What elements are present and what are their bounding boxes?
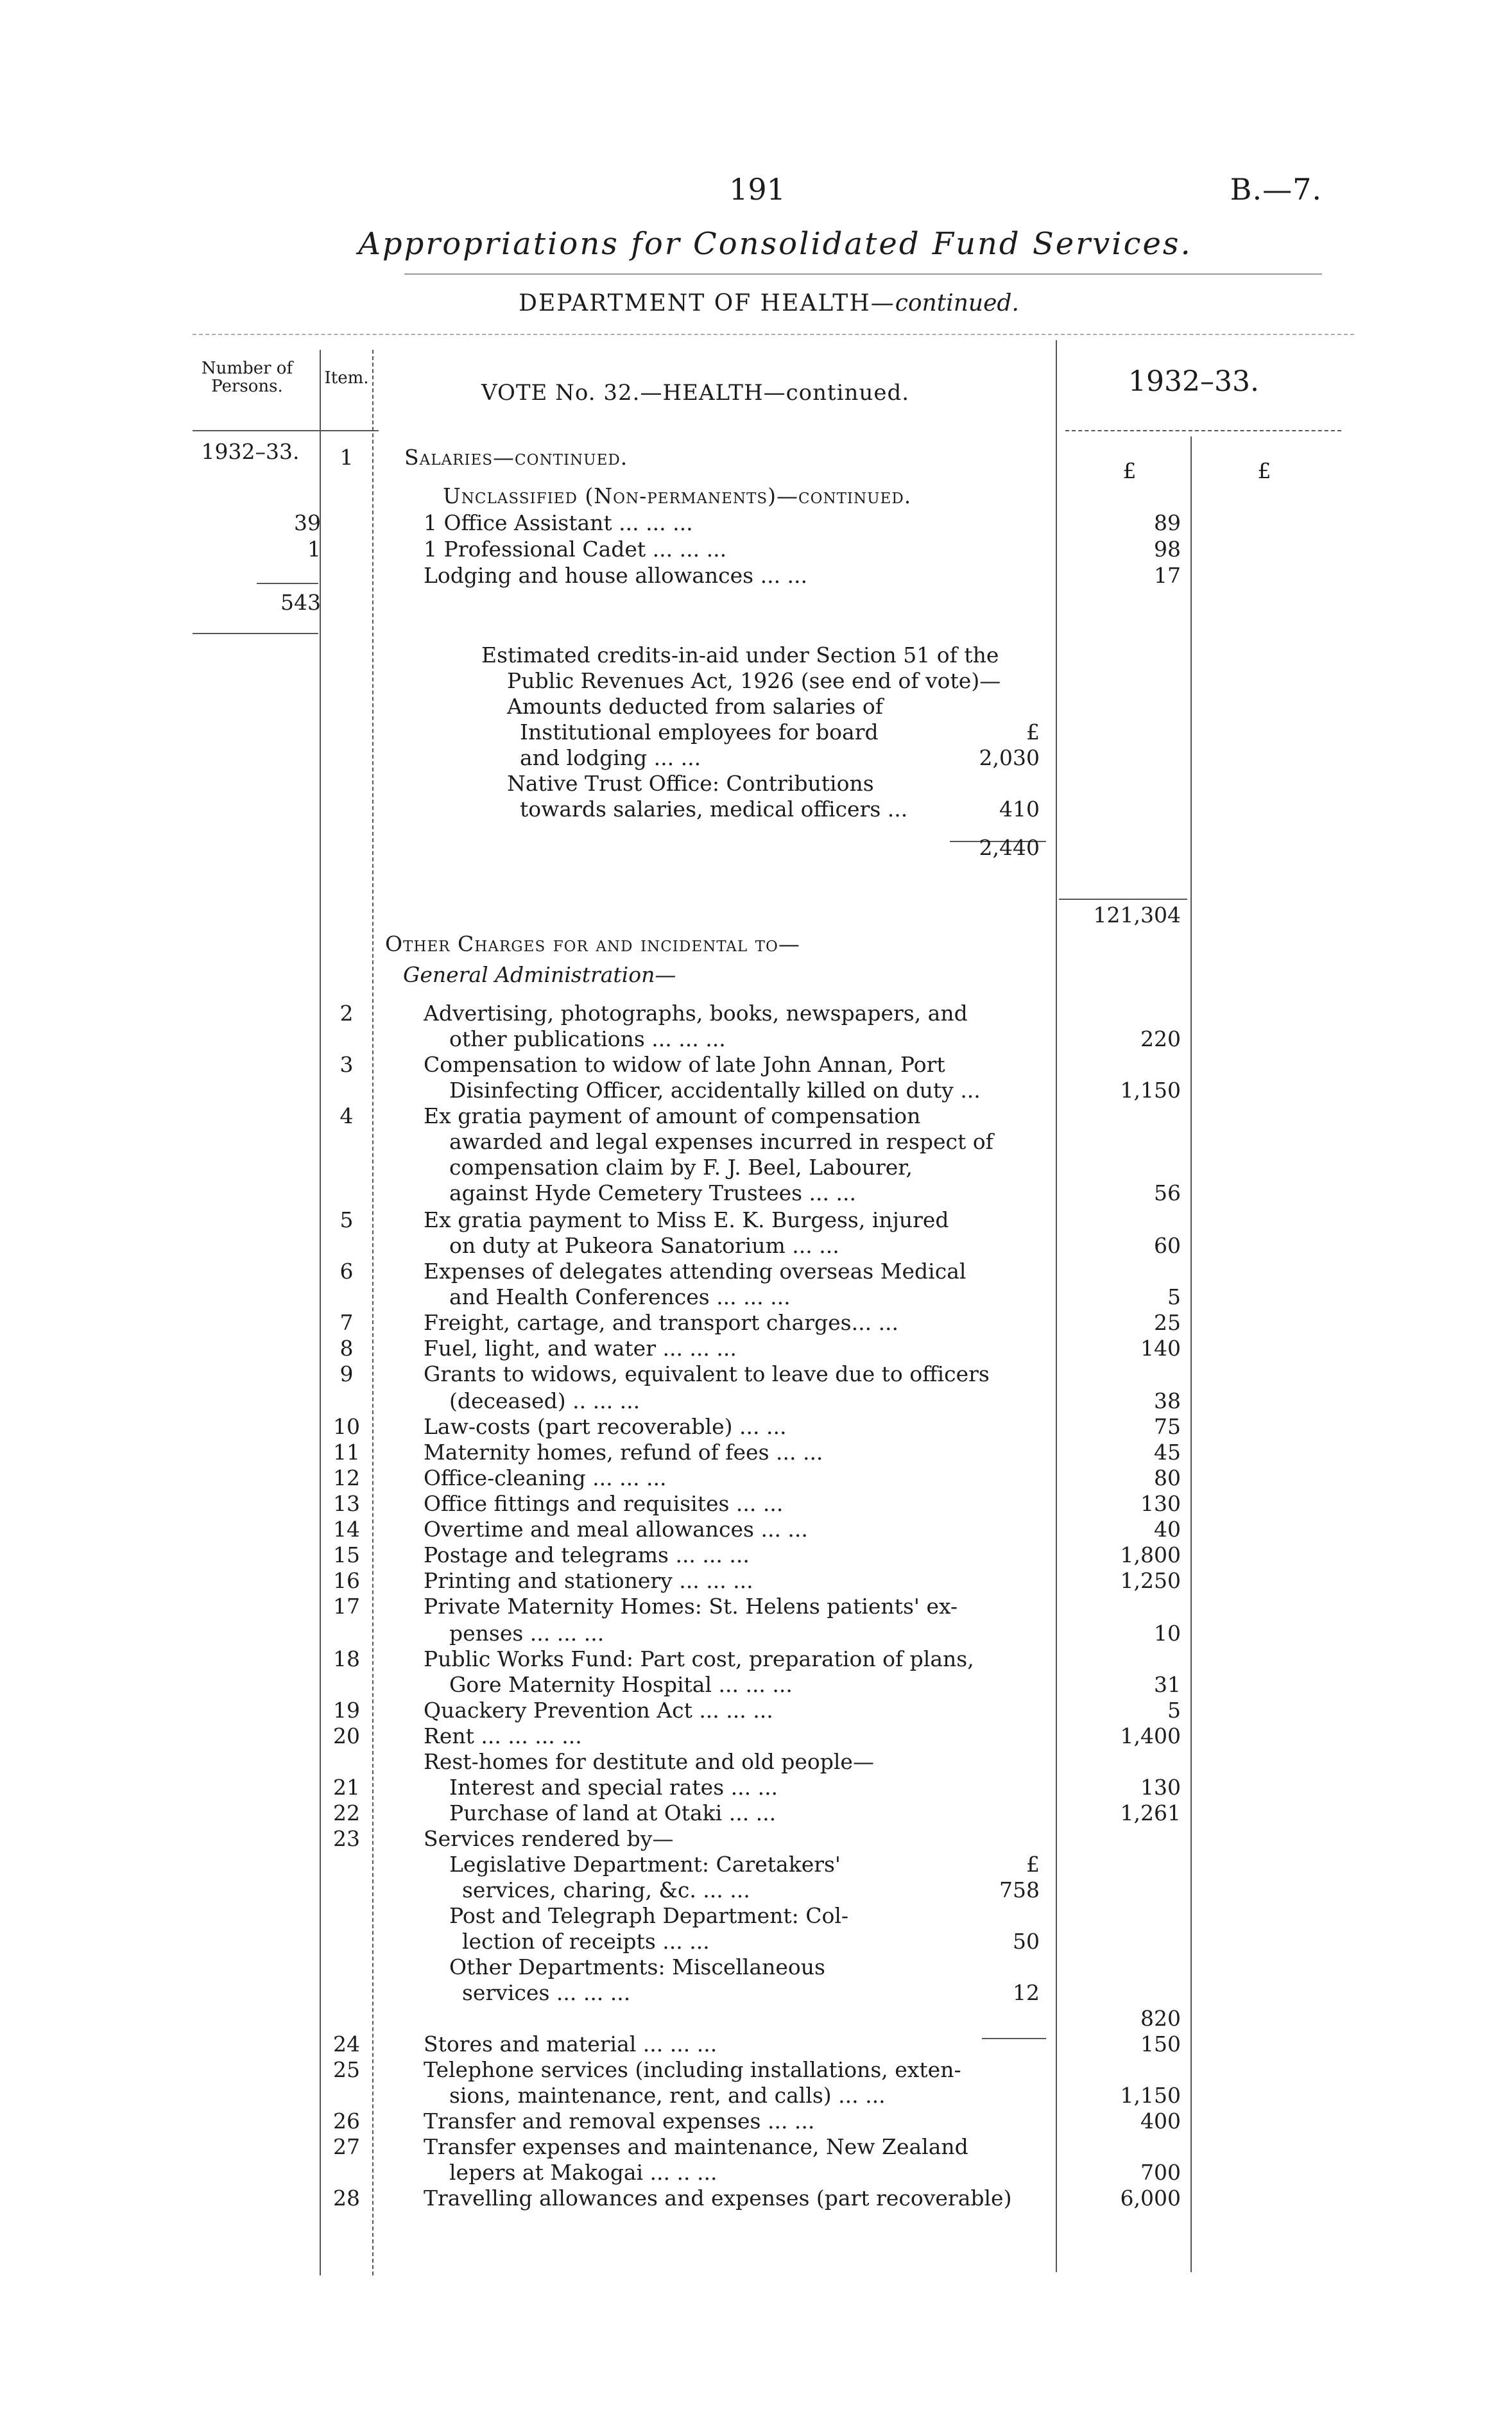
item-description: lepers at Makogai ... .. ... (449, 2160, 717, 2185)
item-description: Post and Telegraph Department: Col- (449, 1903, 849, 1928)
table-row (0, 1646, 1512, 1672)
amount: 38 (1154, 1388, 1181, 1413)
amount: 60 (1154, 1233, 1181, 1258)
table-row (0, 1748, 1512, 1775)
amount: 56 (1154, 1180, 1181, 1205)
item-description: awarded and legal expenses incurred in respect of (449, 1129, 993, 1154)
rule-amount-total (1059, 899, 1187, 900)
table-row (0, 1413, 1512, 1440)
item-number: 18 (333, 1646, 360, 1671)
table-row (0, 1388, 1512, 1414)
amount: 98 (1154, 537, 1181, 562)
table-row (0, 1928, 1512, 1954)
item-description: Advertising, photographs, books, newspapers, and (424, 1001, 968, 1026)
amount: 1,150 (1120, 2083, 1181, 2108)
item-number: 21 (333, 1775, 360, 1800)
table-row (0, 796, 1512, 822)
amount: 1,261 (1120, 1800, 1181, 1825)
item-description: compensation claim by F. J. Beel, Labourer, (449, 1155, 913, 1180)
table-row (0, 1361, 1512, 1387)
item-number: 22 (333, 1800, 360, 1825)
amount: 75 (1154, 1414, 1181, 1439)
item-description: services ... ... ... (462, 1980, 631, 2005)
table-row (0, 745, 1512, 771)
credit-amount: 2,030 (979, 745, 1040, 770)
item-description: Ex gratia payment to Miss E. K. Burgess, injured (424, 1207, 949, 1232)
item-description: Printing and stationery ... ... ... (424, 1568, 753, 1593)
department-name: DEPARTMENT OF HEALTH— (519, 290, 895, 316)
credit-amount: 2,440 (979, 835, 1040, 860)
table-row (0, 834, 1512, 861)
item-number: 23 (333, 1826, 360, 1851)
amount: 700 (1140, 2160, 1181, 2185)
column-head-year: 1932–33. (1128, 365, 1259, 398)
column-head-item: Item. (324, 368, 369, 388)
amount: 820 (1140, 2006, 1181, 2031)
item-number: 3 (339, 1052, 354, 1077)
page-number: 191 (729, 172, 786, 207)
table-row (0, 2057, 1512, 2083)
item-description: Estimated credits-in-aid under Section 51 of the (481, 642, 999, 668)
item-description: Rent ... ... ... ... (424, 1723, 582, 1748)
item-description: Rest-homes for destitute and old people— (424, 1749, 874, 1774)
item-description: Other Charges for and incidental to— (385, 931, 800, 956)
table-row (0, 483, 1512, 509)
table-row (0, 439, 1512, 470)
table-row (0, 1258, 1512, 1284)
department-continued: continued. (895, 290, 1019, 316)
amount: 130 (1140, 1775, 1181, 1800)
table-row (0, 1439, 1512, 1465)
item-description: Gore Maternity Hospital ... ... ... (449, 1672, 793, 1697)
table-row (0, 1128, 1512, 1155)
table-row (0, 2031, 1512, 2057)
table-row (0, 2005, 1512, 2031)
credit-amount: £ (1026, 1852, 1040, 1877)
item-description: Unclassified (Non-permanents)—continued. (443, 483, 912, 508)
item-number: 1 (339, 445, 354, 470)
amount: 89 (1154, 510, 1181, 535)
table-row (0, 1954, 1512, 1980)
item-description: Maternity homes, refund of fees ... ... (424, 1440, 823, 1465)
table-row (0, 1232, 1512, 1259)
amount: 80 (1154, 1465, 1181, 1490)
rule-header-year (1065, 430, 1341, 431)
item-description: Interest and special rates ... ... (449, 1775, 778, 1800)
amount: 1,400 (1120, 1723, 1181, 1748)
item-description: Office fittings and requisites ... ... (424, 1491, 784, 1516)
item-description: Public Works Fund: Part cost, preparation of plans, (424, 1646, 974, 1671)
table-row (0, 1309, 1512, 1336)
item-description: Quackery Prevention Act ... ... ... (424, 1698, 773, 1723)
table-row (0, 770, 1512, 797)
item-description: against Hyde Cemetery Trustees ... ... (449, 1180, 856, 1205)
item-description: Purchase of land at Otaki ... ... (449, 1800, 777, 1825)
table-row (0, 1000, 1512, 1026)
table-row (0, 1671, 1512, 1698)
item-description: Law-costs (part recoverable) ... ... (424, 1414, 787, 1439)
item-description: Lodging and house allowances ... ... (424, 563, 808, 588)
table-row (0, 1723, 1512, 1749)
credit-amount: 50 (1013, 1929, 1040, 1954)
item-number: 25 (333, 2057, 360, 2082)
item-number: 5 (339, 1207, 354, 1232)
item-description: 1 Professional Cadet ... ... ... (424, 537, 727, 562)
table-row (0, 1335, 1512, 1361)
title-rule (404, 273, 1322, 275)
amount: 17 (1154, 563, 1181, 588)
pound-sign-1: £ (1122, 458, 1137, 483)
table-row (0, 1902, 1512, 1929)
table-row (0, 1026, 1512, 1052)
credit-amount: 758 (999, 1877, 1040, 1902)
table-row (0, 1284, 1512, 1310)
amount: 1,800 (1120, 1542, 1181, 1567)
table-row (0, 902, 1512, 928)
table-row (0, 1774, 1512, 1800)
item-number: 27 (333, 2134, 360, 2159)
table-row (0, 719, 1512, 745)
item-description: Fuel, light, and water ... ... ... (424, 1336, 737, 1361)
table-row (0, 1593, 1512, 1619)
amount: 10 (1154, 1621, 1181, 1646)
table-row (0, 589, 1512, 616)
table-row (0, 510, 1512, 536)
amount: 220 (1140, 1026, 1181, 1051)
rule-persons-end (193, 633, 318, 634)
persons-count: 1 (307, 537, 321, 562)
item-description: Expenses of delegates attending overseas Medical (424, 1259, 966, 1284)
item-number: 19 (333, 1698, 360, 1723)
item-description: lection of receipts ... ... (462, 1929, 710, 1954)
item-description: Disinfecting Officer, accidentally killed on duty ... (449, 1078, 981, 1103)
amount: 150 (1140, 2031, 1181, 2057)
item-description: Postage and telegrams ... ... ... (424, 1542, 750, 1567)
item-number: 13 (333, 1491, 360, 1516)
table-row (0, 1825, 1512, 1852)
item-description: Telephone services (including installations, exten- (424, 2057, 961, 2082)
table-row (0, 1697, 1512, 1723)
table-row (0, 1154, 1512, 1180)
credit-amount: £ (1026, 720, 1040, 745)
table-row (0, 1465, 1512, 1491)
table-row (0, 2108, 1512, 2134)
table-row (0, 668, 1512, 694)
item-number: 2 (339, 1001, 354, 1026)
item-number: 14 (333, 1517, 360, 1542)
credit-amount: 12 (1013, 1980, 1040, 2005)
item-description: Native Trust Office: Contributions (507, 771, 874, 796)
item-number: 24 (333, 2031, 360, 2057)
amount: 1,250 (1120, 1568, 1181, 1593)
table-row (0, 1207, 1512, 1233)
amount: 25 (1154, 1310, 1181, 1335)
page-title: Appropriations for Consolidated Fund Services. (358, 226, 1192, 262)
table-row (0, 1877, 1512, 1903)
item-description: (deceased) .. ... ... (449, 1388, 640, 1413)
item-description: Stores and material ... ... ... (424, 2031, 717, 2057)
table-row (0, 2082, 1512, 2109)
item-description: Grants to widows, equivalent to leave due to officers (424, 1361, 990, 1386)
table-row (0, 1800, 1512, 1826)
item-number: 8 (339, 1336, 354, 1361)
item-description: services, charing, &c. ... ... (462, 1877, 750, 1902)
table-row (0, 931, 1512, 957)
item-description: Compensation to widow of late John Annan, Port (424, 1052, 945, 1077)
amount: 31 (1154, 1672, 1181, 1697)
amount: 140 (1140, 1336, 1181, 1361)
item-number: 11 (333, 1440, 360, 1465)
item-description: and lodging ... ... (520, 745, 701, 770)
item-number: 6 (339, 1259, 354, 1284)
item-number: 10 (333, 1414, 360, 1439)
credit-amount: 410 (999, 797, 1040, 822)
table-row (0, 1077, 1512, 1103)
item-description: Legislative Department: Caretakers' (449, 1852, 841, 1877)
table-row (0, 1567, 1512, 1594)
table-row (0, 1516, 1512, 1542)
item-number: 16 (333, 1568, 360, 1593)
amount: 5 (1167, 1698, 1181, 1723)
table-row (0, 693, 1512, 720)
table-row (0, 2134, 1512, 2160)
department-heading (0, 290, 1512, 316)
table-row (0, 2185, 1512, 2211)
table-row (0, 1180, 1512, 1206)
item-description: Institutional employees for board (520, 720, 879, 745)
item-description: Private Maternity Homes: St. Helens patients' ex- (424, 1594, 958, 1619)
amount: 6,000 (1120, 2186, 1181, 2211)
table-row (0, 1542, 1512, 1568)
column-head-vote: VOTE No. 32.—HEALTH—continued. (481, 380, 910, 406)
persons-count: 543 (280, 590, 321, 615)
item-description: sions, maintenance, rent, and calls) ... ... (449, 2083, 886, 2108)
item-number: 28 (333, 2186, 360, 2211)
item-description: Public Revenues Act, 1926 (see end of vote)— (507, 668, 1001, 693)
table-row (0, 1051, 1512, 1078)
header-rule (193, 334, 1354, 335)
item-description: and Health Conferences ... ... ... (449, 1284, 791, 1309)
item-description: Amounts deducted from salaries of (507, 694, 883, 719)
item-description: Freight, cartage, and transport charges... ... (424, 1310, 899, 1335)
item-number: 9 (339, 1361, 354, 1386)
table-row (0, 1620, 1512, 1646)
table-row (0, 1103, 1512, 1129)
item-number: 4 (339, 1103, 354, 1128)
table-row (0, 562, 1512, 589)
item-number: 12 (333, 1465, 360, 1490)
amount: 5 (1167, 1284, 1181, 1309)
item-description: Other Departments: Miscellaneous (449, 1954, 825, 1979)
item-description: towards salaries, medical officers ... (520, 797, 908, 822)
item-description: 1 Office Assistant ... ... ... (424, 510, 693, 535)
item-description: Office-cleaning ... ... ... (424, 1465, 667, 1490)
table-row (0, 642, 1512, 668)
rule-header-bottom (193, 430, 379, 431)
table-row (0, 962, 1512, 988)
year-label-persons: 1932–33. (201, 439, 300, 464)
table-row (0, 2159, 1512, 2186)
amount: 1,150 (1120, 1078, 1181, 1103)
table-row (0, 536, 1512, 562)
item-description: Ex gratia payment of amount of compensation (424, 1103, 921, 1128)
item-number: 15 (333, 1542, 360, 1567)
column-head-persons: Number of Persons. (201, 359, 293, 396)
item-number: 26 (333, 2109, 360, 2134)
persons-count: 39 (294, 510, 321, 535)
amount: 121,304 (1093, 902, 1181, 927)
table-row (0, 1490, 1512, 1517)
item-description: General Administration— (403, 962, 676, 987)
item-number: 20 (333, 1723, 360, 1748)
item-description: Salaries—continued. (404, 445, 628, 470)
amount: 130 (1140, 1491, 1181, 1516)
table-row (0, 1851, 1512, 1877)
amount: 40 (1154, 1517, 1181, 1542)
item-description: Services rendered by— (424, 1826, 674, 1851)
amount: 400 (1140, 2109, 1181, 2134)
table-row (0, 1979, 1512, 2006)
item-description: penses ... ... ... (449, 1621, 605, 1646)
item-number: 17 (333, 1594, 360, 1619)
item-description: Travelling allowances and expenses (part recoverable) (424, 2186, 1012, 2211)
item-description: other publications ... ... ... (449, 1026, 726, 1051)
document-reference: B.—7. (1230, 172, 1322, 207)
item-description: Transfer expenses and maintenance, New Zealand (424, 2134, 968, 2159)
item-description: Overtime and meal allowances ... ... (424, 1517, 808, 1542)
amount: 45 (1154, 1440, 1181, 1465)
pound-sign-2: £ (1257, 458, 1271, 483)
item-number: 7 (339, 1310, 354, 1335)
item-description: on duty at Pukeora Sanatorium ... ... (449, 1233, 839, 1258)
item-description: Transfer and removal expenses ... ... (424, 2109, 815, 2134)
